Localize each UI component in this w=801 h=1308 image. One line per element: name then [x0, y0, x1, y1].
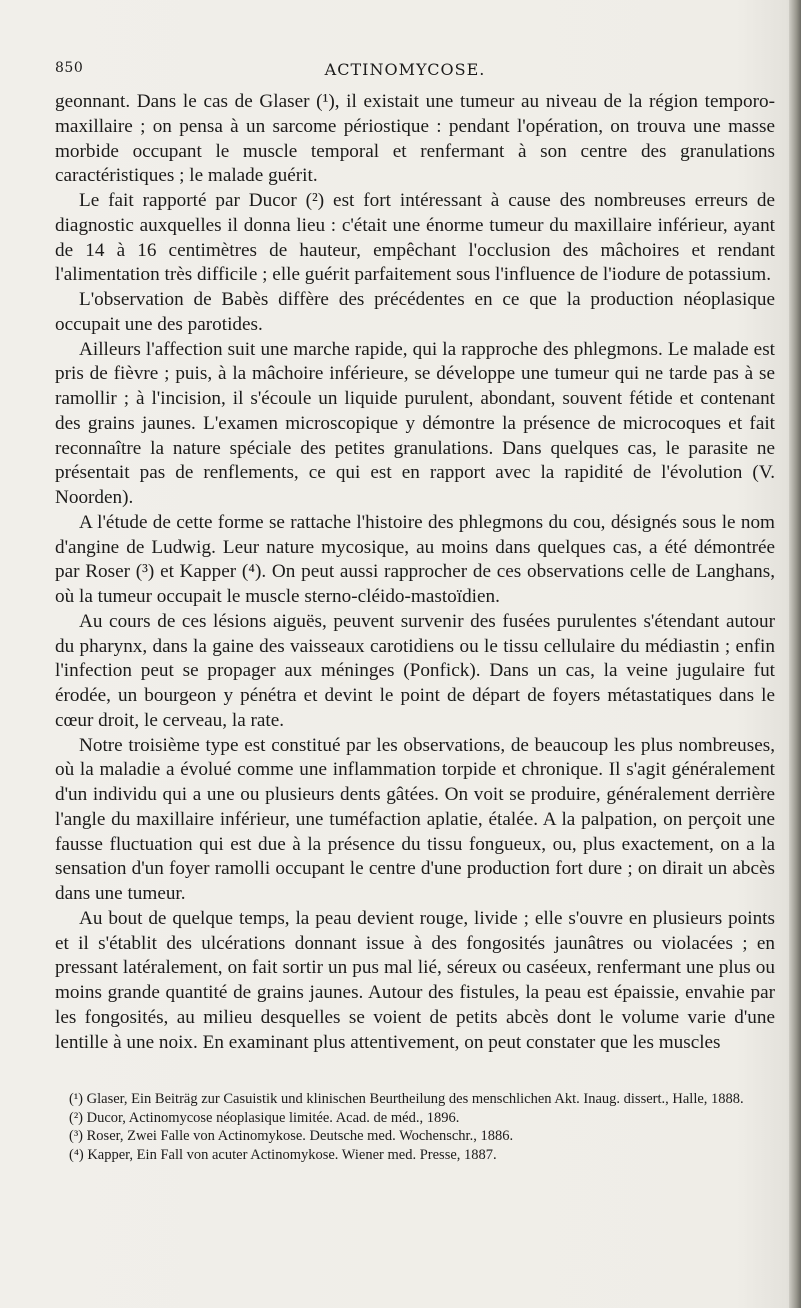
paragraph: Au bout de quelque temps, la peau devient rouge, livide ; elle s'ouvre en plusieurs points et il s'établit des ulcérations donnant issue à des fongosités jaunâtres ou violacées ; en pressant latéralement, on fait sortir un pus mal lié, séreux ou caséeux, renfermant une plus ou moins grande quantité de grains jaunes. Autour des fistules, la peau est épaissie, envahie par les fongosités, au milieu desquelles se voient de petits abcès dont le volume varie d'une lentille à une noix. En examinant plus attentivement, on peut constater que les muscles [55, 907, 775, 1053]
paragraph: Au cours de ces lésions aiguës, peuvent survenir des fusées purulentes s'étendant autour du pharynx, dans la gaine des vaisseaux carotidiens ou le tissu cellulaire du médiastin ; enfin l'infection peut se propager aux méninges (Ponfick). Dans un cas, la veine jugulaire fut érodée, un bourgeon y pénétra et devint le point de départ de foyers métastatiques dans le cœur droit, le cerveau, la rate. [55, 610, 775, 731]
paragraph: L'observation de Babès diffère des précédentes en ce que la production néoplasique occupait une des parotides. [55, 289, 775, 335]
paragraph: Notre troisième type est constitué par les observations, de beaucoup les plus nombreuses, où la maladie a évolué comme une inflammation torpide et chronique. Il s'agit généralement d'un individu qui a une ou plusieurs dents gâtées. On voit se produire, généralement derrière l'angle du maxillaire inférieur, une tuméfaction aplatie, étalée. A la palpation, on perçoit une fausse fluctuation qui est due à la présence du tissu fongueux, ou, plus exactement, on a la sensation d'un foyer ramolli occupant le centre d'une production fort dure ; on dirait un abcès dans une tumeur. [55, 734, 775, 904]
body-text [55, 90, 775, 1055]
running-title: ACTINOMYCOSE. [324, 60, 486, 79]
page-number: 850 [55, 60, 84, 76]
footnote: (²) Ducor, Actinomycose néoplasique limitée. Acad. de méd., 1896. [69, 1109, 460, 1126]
footnote: (⁴) Kapper, Ein Fall von acuter Actinomykose. Wiener med. Presse, 1887. [69, 1146, 497, 1163]
paragraph: A l'étude de cette forme se rattache l'histoire des phlegmons du cou, désignés sous le nom d'angine de Ludwig. Leur nature mycosique, au moins dans quelques cas, a été démontrée par Roser (³) et Kapper (⁴). On peut aussi rapprocher de ces observations celle de Langhans, où la tumeur occupait le muscle sterno-cléido-mastoïdien. [55, 511, 775, 607]
paragraph: geonnant. Dans le cas de Glaser (¹), il existait une tumeur au niveau de la région temporo-maxillaire ; on pensa à un sarcome périostique : pendant l'opération, on trouva une masse morbide occupant le muscle temporal et renfermant à son centre des granulations caractéristiques ; le malade guérit. [55, 91, 775, 187]
footnotes [55, 1090, 775, 1164]
page-edge-shadow [789, 0, 801, 1308]
paragraph: Le fait rapporté par Ducor (²) est fort intéressant à cause des nombreuses erreurs de diagnostic auxquelles il donna lieu : c'était une énorme tumeur du maxillaire inférieur, ayant de 14 à 16 centimètres de hauteur, empêchant l'occlusion des mâchoires et rendant l'alimentation très difficile ; elle guérit parfaitement sous l'influence de l'iodure de potassium. [55, 190, 775, 286]
page-header [55, 60, 775, 82]
footnote: (¹) Glaser, Ein Beiträg zur Casuistik und klinischen Beurtheilung des menschlichen Akt. Inaug. dissert., Halle, 1888. [69, 1091, 744, 1107]
footnote: (³) Roser, Zwei Falle von Actinomykose. Deutsche med. Wochenschr., 1886. [69, 1128, 514, 1144]
paragraph: Ailleurs l'affection suit une marche rapide, qui la rapproche des phlegmons. Le malade est pris de fièvre ; puis, à la mâchoire inférieure, se développe une tumeur qui ne tarde pas à se ramollir ; à l'incision, il s'écoule un liquide purulent, abondant, souvent fétide et contenant des grains jaunes. L'examen microscopique y démontre la présence de microcoques et fait reconnaître la nature spéciale des petites granulations. Dans quelques cas, le parasite ne présentait pas de renflements, ce qui est en rapport avec la rapidité de l'évolution (V. Noorden). [55, 338, 775, 508]
